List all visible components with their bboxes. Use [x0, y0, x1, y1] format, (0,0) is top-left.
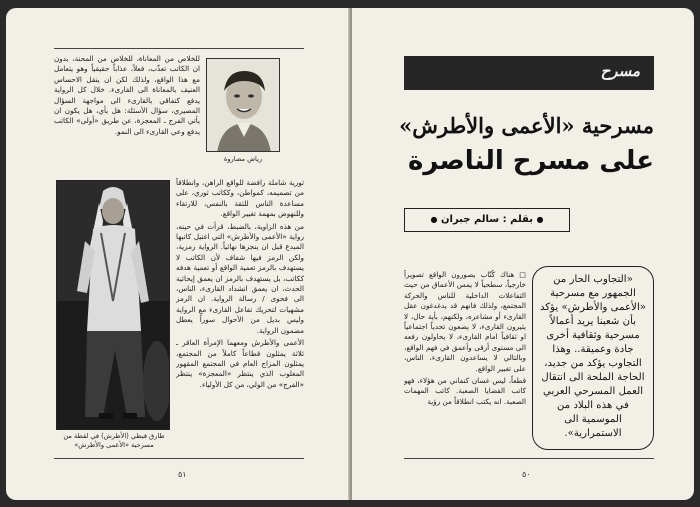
- actor-caption: طارق قبطي (الأطرش) في لقطة من مسرحية «الأعمى والأطرش»: [63, 432, 165, 449]
- paragraph: ثورية شاملة رافضة للواقع الراهن، وانطلاقاً من تصميمه، كمواطن، وككاتب ثوري، على مساعدة الناس للثقة بالنفس، للارتقاء وللنهوض بمهمة تغيير الواقع.: [176, 178, 304, 219]
- page-number: ٥٠: [522, 470, 531, 479]
- text-column-bottom: [176, 178, 304, 454]
- left-page: [6, 8, 350, 500]
- article-title-line-1: مسرحية «الأعمى والأطرش»: [399, 113, 654, 138]
- portrait-photo: [206, 58, 280, 152]
- bullet-icon: ●: [536, 215, 544, 224]
- paragraph: الأعمى والأطرش ومعهما الإمرأة العاقر ـ ثلاثة يمثلون قطاعاً كاملاً من المجتمع، يمثلون المزاج العام في المجتمع المقهور المغلوب الذي ينتظر «المعجزة» ينتظر «الفرج» من الولي، من كل الأولياء.: [176, 338, 304, 389]
- portrait-illustration: [207, 59, 280, 152]
- pull-quote-box: «التجاوب الحار من الجمهور مع مسرحية «الأعمى والأطرش» يؤكد بأن شعبنا يريد أعمالاً مسرحية وثقافية أخرى جادة وعميقة.. وهذا التجاوب يؤكد من جديد، الحاجة الملحة الى انتقال العمل المسرحي العربي في هذه البلاد من الموسمية الى الاستمرارية».: [532, 266, 654, 450]
- portrait-caption: رياض مصاروة: [223, 155, 263, 163]
- article-title-line-2: على مسرح الناصرة: [408, 146, 654, 176]
- actor-photo: [56, 180, 170, 430]
- magazine-spread: [6, 8, 694, 500]
- byline: بقلم : سالم جبران: [441, 214, 533, 225]
- paragraph: □ هناك كُتّاب يصورون الواقع تصويراً خارجياً، سطحياً لا يمس الأعماق من حيث التفاعلات الداخلية للناس والحركة المجتمع، ولذلك فانهم قد يدغدغون عقل القارىء أو مشاعره، ولكنهم، بأية حال، لا يثيرون القارىء، لا يضعون تحدياً اجتماعياً او ثقافياً امام القارىء، لا يحاولون رفعه الى مستوى أرقى وأعمق في فهم الواقع، وبالتالي لا يساعدون القارىء، الناس، على تغيير الواقع.: [404, 270, 526, 373]
- byline-box: [404, 208, 570, 232]
- right-page: [352, 8, 694, 500]
- top-rule: [54, 48, 304, 49]
- bottom-rule: [54, 458, 304, 459]
- page-number: ٥١: [178, 470, 187, 479]
- bullet-icon: ●: [430, 215, 438, 224]
- paragraph: قطعاً، ليس غسان كنفاني من هؤلاء، فهو كاتب القضايا الصعبة. كاتب المهمات الصعبة. انه يكتب انطلاقاً من رؤية: [404, 376, 526, 406]
- article-text-column: [404, 270, 526, 456]
- actor-illustration: [57, 181, 170, 430]
- section-header-bar: [404, 56, 654, 90]
- section-label: مسرح: [600, 62, 640, 80]
- text-column-top: للخلاص من المعاناة، للخلاص من المحنة، بدون ان الكاتب تعذّب، فعلاً، عذاباً حقيقياً وهو يتعامل مع هذا الواقع، ولذلك لكن ان ينقل الاحساس العنيف بالمعاناة الى القارىء. خلال كل الرواية يدفع كتفاقي بالقارىء الى مواجهة السؤال المصيري، سؤال الأسئلة: هل بأي، هل يكون ان يأتي الفرج ـ المعجزة، عن طريق «أولى» الكاتب يدفع وعي القارىء الى النمو.: [54, 54, 200, 136]
- paragraph: من هذه الزاوية، بالضبط، قرأت في حينه، رواية «الأعمى والأطرش» التي اغتيل كاتبها المبدع قبل ان ينجزها نهائياً. الرواية رمزية، ولكن الرمز فيها شفاف لأن الكاتب لا يستهدف بالرمز تعمية الواقع أو تعمية هدفه ككاتب، بل يستهدف بالرمز ان يعمق إيحائية الحدث، ان يعمق انشداد القارىء، الناس، الى فحوى / رسالة الرواية. ان الرمز مشهيات لتحريك تفاعل القارىء مع الرواية وليس بديل من الأحوال سوراً يعطل مضمون الرواية.: [176, 221, 304, 335]
- bottom-rule: [404, 458, 654, 459]
